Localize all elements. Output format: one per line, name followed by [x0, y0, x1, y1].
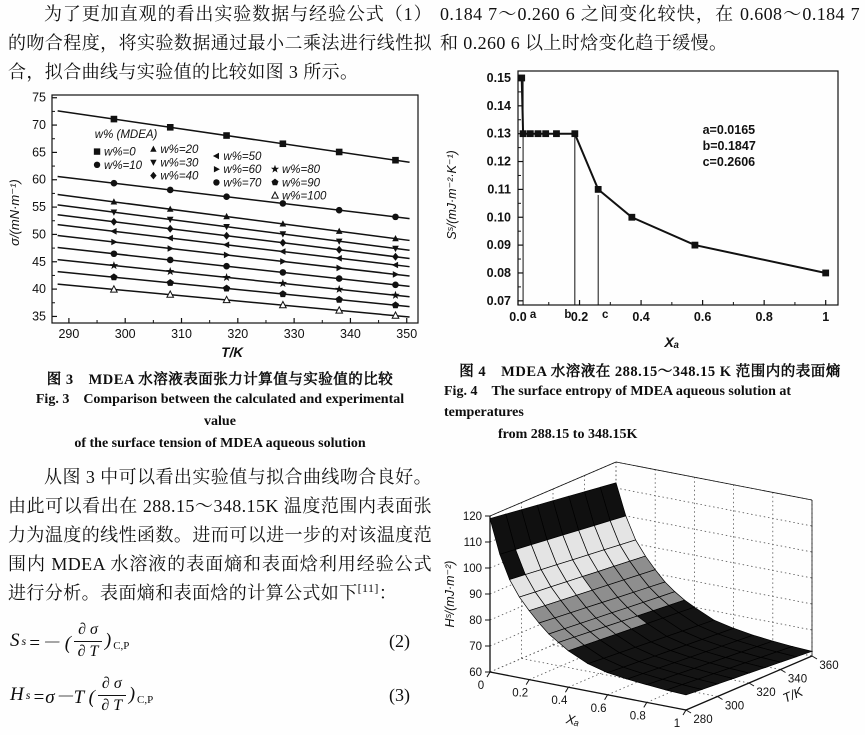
pentagon-marker	[272, 179, 279, 186]
pentagon-marker	[110, 274, 117, 281]
square-marker	[111, 116, 118, 123]
fig4-annotation-line: b=0.1847	[702, 138, 756, 153]
fig5-ztick-label: 80	[469, 614, 482, 627]
eq3-fraction	[98, 675, 126, 715]
fig5-ztick-label: 100	[462, 562, 482, 575]
eq2-number: (2)	[389, 630, 410, 651]
fig5-ztick-label: 60	[469, 666, 482, 679]
fig4-caption-zh: 图 4 MDEA 水溶液在 288.15～348.15 K 范围内的表面熵	[459, 363, 841, 380]
square-marker	[520, 130, 527, 137]
fig5-xtick-label: 0.6	[590, 702, 607, 715]
fig4-caption-en	[440, 381, 860, 446]
fig4-xtick-label: 0.8	[755, 309, 773, 324]
fit-line	[58, 195, 410, 241]
triangle-left-marker	[110, 228, 116, 235]
triangle-left-marker	[167, 235, 173, 242]
fig3-surface-tension-chart	[8, 89, 432, 366]
fig3-legend-label: w%=90	[281, 177, 321, 190]
fig3-caption-en	[8, 389, 432, 454]
paragraph-continued: 0.184 7～0.260 6 之间变化较快，在 0.608～0.184 7 和 0.260 6 以上时焓变化趋于缓慢。	[440, 4, 860, 53]
eq2-superscript: s	[21, 633, 27, 648]
fig3-ytick-label: 75	[32, 91, 46, 106]
square-marker	[518, 74, 525, 81]
fig3-series	[58, 111, 410, 318]
diamond-marker	[111, 218, 118, 226]
square-marker	[553, 130, 560, 137]
fig4-xtick-label: 0.4	[632, 309, 650, 324]
eq3-variable: H	[10, 684, 24, 706]
fig3-caption-en-line2: of the surface tension of MDEA aqueous solution	[74, 435, 366, 451]
fig3-xtick-label: 300	[114, 327, 136, 342]
fig3-legend-label: w%=0	[104, 146, 136, 159]
fig3-xtick-label: 340	[340, 327, 361, 342]
star-marker	[110, 261, 119, 269]
fig3-legend-title: w% (MDEA)	[94, 129, 158, 142]
triangle-right-marker	[337, 265, 343, 272]
square-marker	[542, 130, 549, 137]
triangle-left-marker	[392, 262, 398, 269]
fig5-ztick-label: 70	[469, 640, 482, 653]
fit-line	[58, 260, 410, 297]
citation-11: [11]	[357, 580, 379, 595]
fig5-zlabel: Hˢ/(mJ·m⁻²)	[443, 560, 457, 628]
fig3-legend	[94, 130, 327, 203]
eq2-close-paren: )	[104, 630, 112, 652]
eq2-variable: S	[10, 630, 20, 652]
eq3-operator: =σ－T (	[32, 686, 95, 708]
square-marker	[571, 130, 578, 137]
circle-marker	[167, 257, 174, 264]
fig4-ytick-label: 0.08	[486, 265, 511, 280]
fig5-figure	[440, 452, 860, 735]
fig5-ttick-label: 360	[819, 659, 839, 672]
fig4-ytick-label: 0.09	[486, 237, 511, 252]
eq2-fraction	[74, 621, 102, 661]
fig3-legend-label: w%=30	[160, 157, 199, 170]
diamond-marker	[223, 232, 230, 240]
triangle-right-marker	[393, 271, 399, 278]
triangle-down-marker	[150, 160, 156, 166]
paragraph-intro: 为了更加直观的看出实验数据与经验公式（1）的吻合程度，将实验数据通过最小二乘法进行线性拟合，拟合曲线与实验值的比较如图 3 所示。	[8, 4, 432, 82]
fig5-xlabel: Xₐ	[564, 710, 581, 729]
pentagon-marker	[223, 285, 230, 292]
circle-marker	[111, 180, 118, 187]
fig3-ytick-label: 70	[32, 118, 46, 133]
fig4-xtick-label: 1	[822, 309, 830, 324]
star-marker	[222, 273, 231, 281]
fig3-legend-label: w%=60	[223, 164, 262, 177]
fig3-ytick-label: 40	[32, 282, 46, 297]
diamond-marker	[150, 172, 156, 180]
diamond-marker	[280, 239, 287, 247]
fig3-svg	[8, 89, 432, 361]
fig5-svg	[440, 452, 860, 730]
paragraph-analysis-main: 从图 3 中可以看出实验值与拟合曲线吻合良好。由此可以看出在 288.15～348.15K 温度范围内表面张力为温度的线性函数。进而可以进一步的对该温度范围内 MDEA 水溶液的表面熵和表面焓利用经验公式进行分析。表面熵和表面焓的计算公式如下	[8, 467, 432, 603]
fig3-ytick-label: 45	[32, 255, 46, 270]
pentagon-marker	[167, 279, 174, 286]
circle-marker	[213, 180, 219, 186]
fig3-xtick-label: 330	[283, 327, 305, 342]
circle-marker	[167, 187, 174, 194]
paragraph-analysis-tail: ：	[378, 582, 398, 603]
fig4-xtick-label: 0.2	[570, 309, 589, 324]
circle-marker	[336, 276, 343, 283]
square-marker	[167, 124, 174, 131]
triangle-right-marker	[168, 246, 174, 253]
fig3-xlabel: T/K	[221, 345, 244, 361]
fig5-ttick-label: 320	[756, 686, 776, 699]
fig3-ylabel: σ/(mN·m⁻¹)	[8, 179, 22, 247]
eq3-denominator: ∂ T	[101, 696, 123, 714]
fit-line	[58, 236, 410, 276]
circle-marker	[280, 269, 287, 276]
circle-marker	[94, 162, 100, 168]
fig3-ytick-label: 65	[32, 145, 46, 160]
fig3-legend-label: w%=50	[223, 151, 262, 164]
fig3-legend-label: w%=70	[223, 177, 262, 190]
fig4-axis-letter: a	[529, 308, 537, 321]
fig4-ytick-label: 0.12	[486, 154, 511, 169]
eq2-numerator: ∂ σ	[74, 621, 102, 641]
triangle-left-marker	[279, 249, 285, 256]
triangle-up-marker	[150, 146, 156, 152]
fig3-ytick-label: 55	[32, 200, 46, 215]
fig5-ztick-label: 120	[462, 510, 482, 523]
square-marker	[94, 149, 100, 155]
pentagon-marker	[279, 291, 286, 298]
triangle-right-marker	[280, 258, 286, 265]
square-marker	[392, 157, 399, 164]
eq3-subscript: C,P	[137, 694, 154, 707]
square-marker	[280, 141, 287, 148]
diamond-marker	[167, 225, 174, 233]
fig4-curve	[518, 74, 829, 276]
fig3-figure	[8, 89, 432, 454]
equation-2	[10, 621, 428, 661]
star-marker	[166, 267, 175, 275]
fig4-xlabel: Xₐ	[664, 333, 680, 350]
fig5-xtick-label: 0.4	[551, 694, 568, 707]
fig3-legend-label: w%=10	[104, 160, 143, 173]
fig4-axis-letter: b	[564, 308, 572, 321]
circle-marker	[392, 282, 399, 289]
square-marker	[527, 130, 534, 137]
fig4-ytick-label: 0.11	[487, 181, 511, 196]
fig4-reference-lines	[523, 78, 609, 321]
fig5-ztick-label: 110	[463, 536, 482, 549]
star-marker	[271, 165, 279, 173]
fig4-svg	[440, 59, 860, 353]
fig4-ytick-label: 0.15	[486, 70, 511, 85]
triangle-right-marker	[224, 252, 230, 259]
square-marker	[822, 269, 829, 276]
fit-line	[58, 248, 410, 287]
square-marker	[336, 149, 343, 156]
eq3-number: (3)	[389, 684, 410, 705]
fig3-xtick-label: 350	[396, 327, 418, 342]
fig3-legend-label: w%=80	[281, 164, 321, 177]
fig4-annotation-line: a=0.0165	[702, 122, 756, 137]
fig4-caption-en-line2: from 288.15 to 348.15K	[498, 426, 638, 442]
fig3-xtick-label: 320	[227, 327, 249, 342]
fig4-xtick-label: 0.0	[509, 309, 527, 324]
pentagon-marker	[336, 296, 343, 303]
left-column	[8, 0, 432, 715]
triangle-left-marker	[223, 242, 229, 249]
fig4-annotation-line: c=0.2606	[702, 154, 756, 169]
fig5-ttick-label: 300	[724, 700, 745, 713]
triangle-left-marker	[213, 153, 219, 159]
square-marker	[692, 241, 699, 248]
star-marker	[335, 285, 344, 293]
pentagon-marker	[392, 302, 399, 309]
eq3-numerator: ∂ σ	[98, 675, 126, 695]
fig5-xtick-label: 0.2	[512, 687, 529, 700]
fig4-axis-letter: c	[601, 308, 609, 321]
fit-line	[58, 225, 410, 267]
eq2-subscript: C,P	[113, 640, 130, 653]
fig4-caption-en-line1: Fig. 4 The surface entropy of MDEA aqueous solution at temperatures	[444, 383, 792, 421]
fig5-xtick-label: 1	[673, 717, 681, 730]
circle-marker	[392, 214, 399, 221]
eq3-close-paren: )	[128, 684, 136, 706]
square-marker	[535, 130, 542, 137]
fig3-caption-zh: 图 3 MDEA 水溶液表面张力计算值与实验值的比较	[46, 372, 394, 389]
fig4-surface-entropy-chart	[440, 59, 860, 358]
fit-line	[58, 215, 410, 259]
equation-3	[10, 675, 428, 715]
fig4-ytick-label: 0.13	[486, 126, 511, 141]
fig3-ytick-label: 35	[32, 309, 46, 324]
fig5-ttick-label: 280	[693, 713, 713, 726]
fig4-ytick-label: 0.14	[486, 98, 511, 113]
fig3-legend-label: w%=20	[160, 144, 199, 157]
triangle-right-marker	[111, 239, 117, 246]
circle-marker	[223, 263, 230, 270]
fig4-annotation	[703, 123, 756, 169]
fig3-legend-label: w%=40	[160, 170, 199, 183]
right-column	[440, 0, 860, 735]
fig3-legend-label: w%=100	[281, 190, 327, 203]
fig3-ytick-label: 50	[32, 227, 46, 242]
fig4-ylabel: Sˢ/(mJ·m⁻²·K⁻¹)	[445, 149, 459, 240]
diamond-marker	[336, 246, 343, 254]
triangle-up-open-marker	[272, 192, 278, 198]
circle-marker	[223, 194, 230, 201]
circle-marker	[336, 207, 343, 214]
square-marker	[595, 186, 602, 193]
fig4-ytick-label: 0.10	[486, 209, 511, 224]
paragraph-analysis	[8, 463, 432, 607]
square-marker	[223, 133, 230, 140]
eq2-operator: =－ (	[28, 632, 72, 654]
fig3-ytick-label: 60	[32, 173, 46, 188]
fig5-ttick-label: 340	[787, 673, 808, 686]
fig5-xtick-label: 0	[477, 679, 485, 692]
circle-marker	[111, 251, 118, 258]
fig3-caption-en-line1: Fig. 3 Comparison between the calculated and experimental value	[35, 392, 405, 430]
fig4-ytick-label: 0.07	[486, 293, 511, 308]
fig3-xtick-label: 290	[58, 327, 80, 342]
fig4-axes	[487, 71, 838, 324]
fig5-xtick-label: 0.8	[629, 710, 646, 723]
fig4-xtick-label: 0.6	[693, 309, 712, 324]
eq3-superscript: s	[25, 687, 31, 702]
fig5-tlabel: T/K	[780, 683, 805, 706]
eq2-denominator: ∂ T	[77, 642, 99, 660]
triangle-left-marker	[336, 255, 342, 262]
fig4-figure	[440, 59, 860, 446]
triangle-right-marker	[214, 166, 220, 172]
fig5-surface-mesh	[490, 482, 812, 694]
fig3-xtick-label: 310	[171, 327, 192, 342]
diamond-marker	[392, 253, 399, 261]
fig5-ztick-label: 90	[469, 588, 482, 601]
star-marker	[279, 279, 288, 287]
fig5-surface-enthalpy-3d-chart	[440, 452, 860, 735]
square-marker	[628, 213, 635, 220]
